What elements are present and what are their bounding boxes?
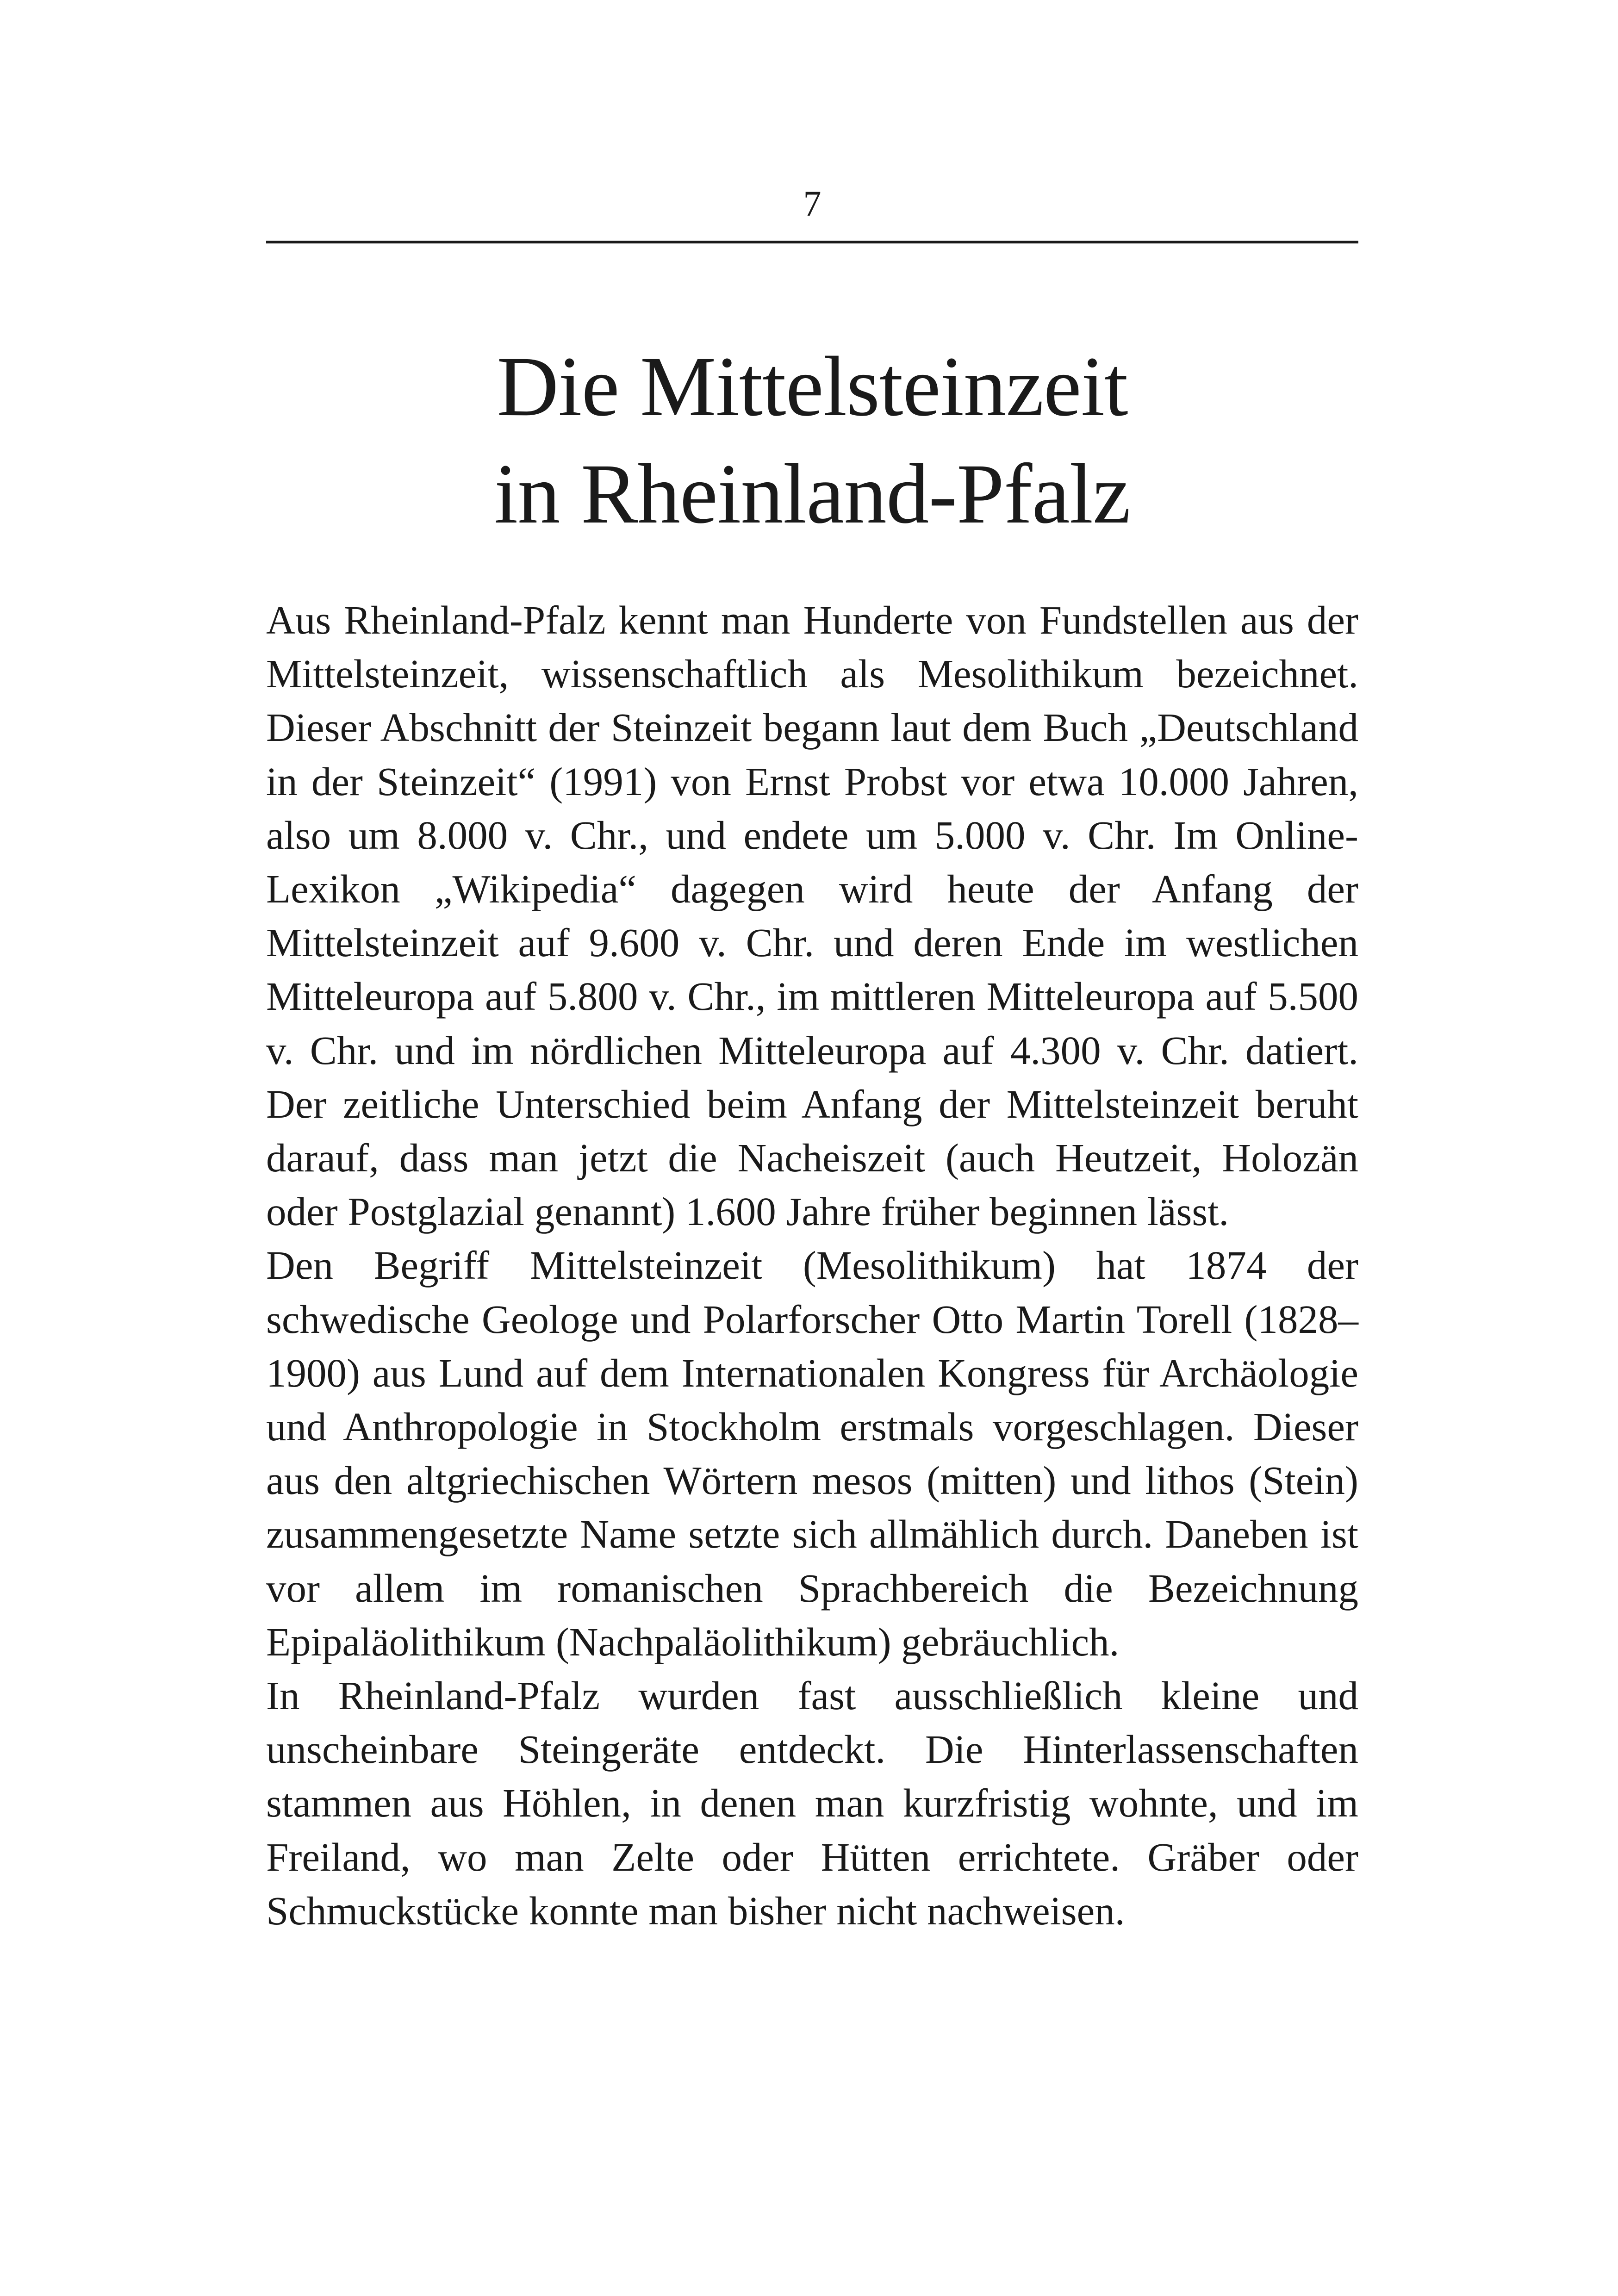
chapter-title-line-1: Die Mittelsteinzeit <box>497 339 1128 434</box>
chapter-title-line-2: in Rheinland-Pfalz <box>494 447 1131 541</box>
paragraph: Den Begriff Mittelsteinzeit (Mesolithikum) hat 1874 der schwedische Geologe und Polarforscher Otto Martin Torell (1828–1900) aus Lund auf dem Internationalen Kongress für Archäologie und Anthropologie in Stockholm erstmals vorgeschlagen. Dieser aus den altgriechischen Wörtern mesos (mitten) und lithos (Stein) zusammengesetzte Name setzte sich allmählich durch. Daneben ist vor allem im romanischen Sprachbereich die Bezeichnung Epipaläolithikum (Nachpaläolithikum) gebräuchlich. <box>266 1243 1358 1664</box>
page-number: 7 <box>803 183 821 224</box>
paragraph: In Rheinland-Pfalz wurden fast ausschließlich kleine und unscheinbare Steingeräte entdeckt. Die Hinterlassenschaften stammen aus Höhlen, in denen man kurzfristig wohnte, und im Freiland, wo man Zelte oder Hütten errichtete. Gräber oder Schmuckstücke konnte man bisher nicht nachweisen. <box>266 1673 1358 1933</box>
chapter-title <box>266 333 1358 548</box>
paragraph: Aus Rheinland-Pfalz kennt man Hunderte von Fundstellen aus der Mittelsteinzeit, wissenschaftlich als Mesolithikum bezeichnet. Dieser Abschnitt der Steinzeit begann laut dem Buch „Deutschland in der Steinzeit“ (1991) von Ernst Probst vor etwa 10.000 Jahren, also um 8.000 v. Chr., und endete um 5.000 v. Chr. Im Online-Lexikon „Wikipedia“ dagegen wird heute der Anfang der Mittelsteinzeit auf 9.600 v. Chr. und deren Ende im westlichen Mitteleuropa auf 5.800 v. Chr., im mittleren Mitteleuropa auf 5.500 v. Chr. und im nördlichen Mitteleuropa auf 4.300 v. Chr. datiert. Der zeitliche Unterschied beim Anfang der Mittelsteinzeit beruht darauf, dass man jetzt die Nacheiszeit (auch Heutzeit, Holozän oder Postglazial genannt) 1.600 Jahre früher beginnen lässt. <box>266 597 1358 1234</box>
body-text <box>266 593 1358 1938</box>
header-rule <box>266 241 1358 243</box>
